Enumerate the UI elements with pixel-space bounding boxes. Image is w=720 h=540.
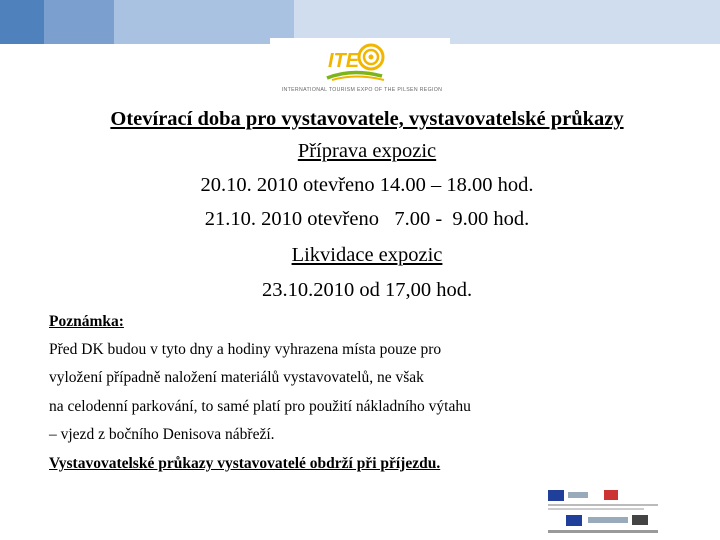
eu-funding-logos xyxy=(544,488,664,536)
page-title: Otevírací doba pro vystavovatele, vystavovatelské průkazy xyxy=(110,108,624,130)
header-bar-segment xyxy=(44,0,114,44)
partner-logo-icon xyxy=(632,515,648,525)
schedule-line: 20.10. 2010 otevřeno 14.00 – 18.00 hod. xyxy=(200,174,534,196)
schedule-line: 23.10.2010 od 17,00 hod. xyxy=(261,279,473,301)
partner-logo-icon xyxy=(604,490,618,500)
header-bar-segment xyxy=(114,0,294,44)
logo-mark-text: ITE xyxy=(328,50,360,72)
ite-logo-mark-icon xyxy=(322,40,392,84)
fineprint-line xyxy=(548,504,658,506)
note-line: Před DK budou v tyto dny a hodiny vyhrazena místa pouze pro xyxy=(49,341,442,358)
note-line: – vjezd z bočního Denisova nábřeží. xyxy=(49,426,275,443)
schedule-line: 21.10. 2010 otevřeno 7.00 - 9.00 hod. xyxy=(204,208,530,230)
section-title-dismantling: Likvidace expozic xyxy=(291,244,443,266)
header-bar-segment xyxy=(0,0,44,44)
fineprint-line xyxy=(548,508,644,510)
note-line: na celodenní parkování, to samé platí pro použití nákladního výtahu xyxy=(49,398,471,415)
partner-logo-icon xyxy=(568,492,588,498)
note-line: vyložení případně naložení materiálů vystavovatelů, ne však xyxy=(49,369,424,386)
partner-logo-icon xyxy=(588,517,628,523)
fineprint-line xyxy=(548,530,658,533)
ite-logo xyxy=(270,38,450,100)
eu-flag-icon xyxy=(566,515,582,526)
note-final: Vystavovatelské průkazy vystavovatelé obdrží při příjezdu. xyxy=(49,455,441,472)
logo-tagline: INTERNATIONAL TOURISM EXPO OF THE PILSEN REGION xyxy=(281,87,443,93)
note-label: Poznámka: xyxy=(49,313,124,330)
eu-flag-icon xyxy=(548,490,564,501)
section-title-preparation: Příprava expozic xyxy=(297,140,437,162)
